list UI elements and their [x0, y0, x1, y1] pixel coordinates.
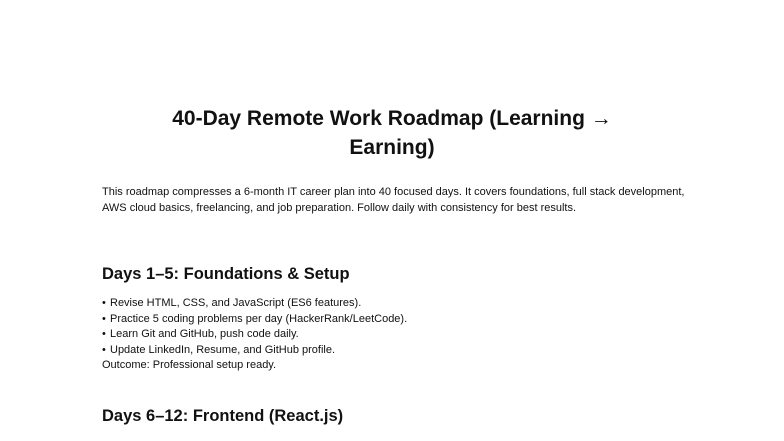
intro-paragraph: This roadmap compresses a 6-month IT career plan into 40 focused days. It covers foundations, full stack development, AWS cloud basics, freelancing, and job preparation. Follow daily with consistency for best results.: [102, 186, 685, 214]
list-item: [102, 343, 702, 359]
list-item-text: Revise HTML, CSS, and JavaScript (ES6 features).: [110, 297, 362, 309]
list-item-text: Learn Git and GitHub, push code daily.: [110, 328, 299, 340]
bullet-icon: •: [102, 328, 106, 340]
list-item: [102, 312, 702, 328]
section-list-days-1-5: [102, 296, 702, 374]
section-heading-days-1-5: Days 1–5: Foundations & Setup: [102, 265, 350, 283]
bullet-icon: •: [102, 312, 106, 325]
page-title: [100, 104, 684, 162]
bullet-icon: •: [102, 297, 106, 309]
list-item-text: Update LinkedIn, Resume, and GitHub profile.: [110, 343, 336, 356]
section-outcome: Outcome: Professional setup ready.: [102, 359, 277, 371]
title-line-1: 40-Day Remote Work Roadmap (Learning →: [172, 107, 612, 130]
title-line-2: Earning): [349, 136, 435, 159]
list-item: [102, 327, 702, 343]
section-heading-days-6-12: Days 6–12: Frontend (React.js): [102, 407, 344, 425]
list-item: [102, 296, 702, 312]
list-item-text: Practice 5 coding problems per day (HackerRank/LeetCode).: [110, 312, 408, 325]
bullet-icon: •: [102, 343, 106, 356]
